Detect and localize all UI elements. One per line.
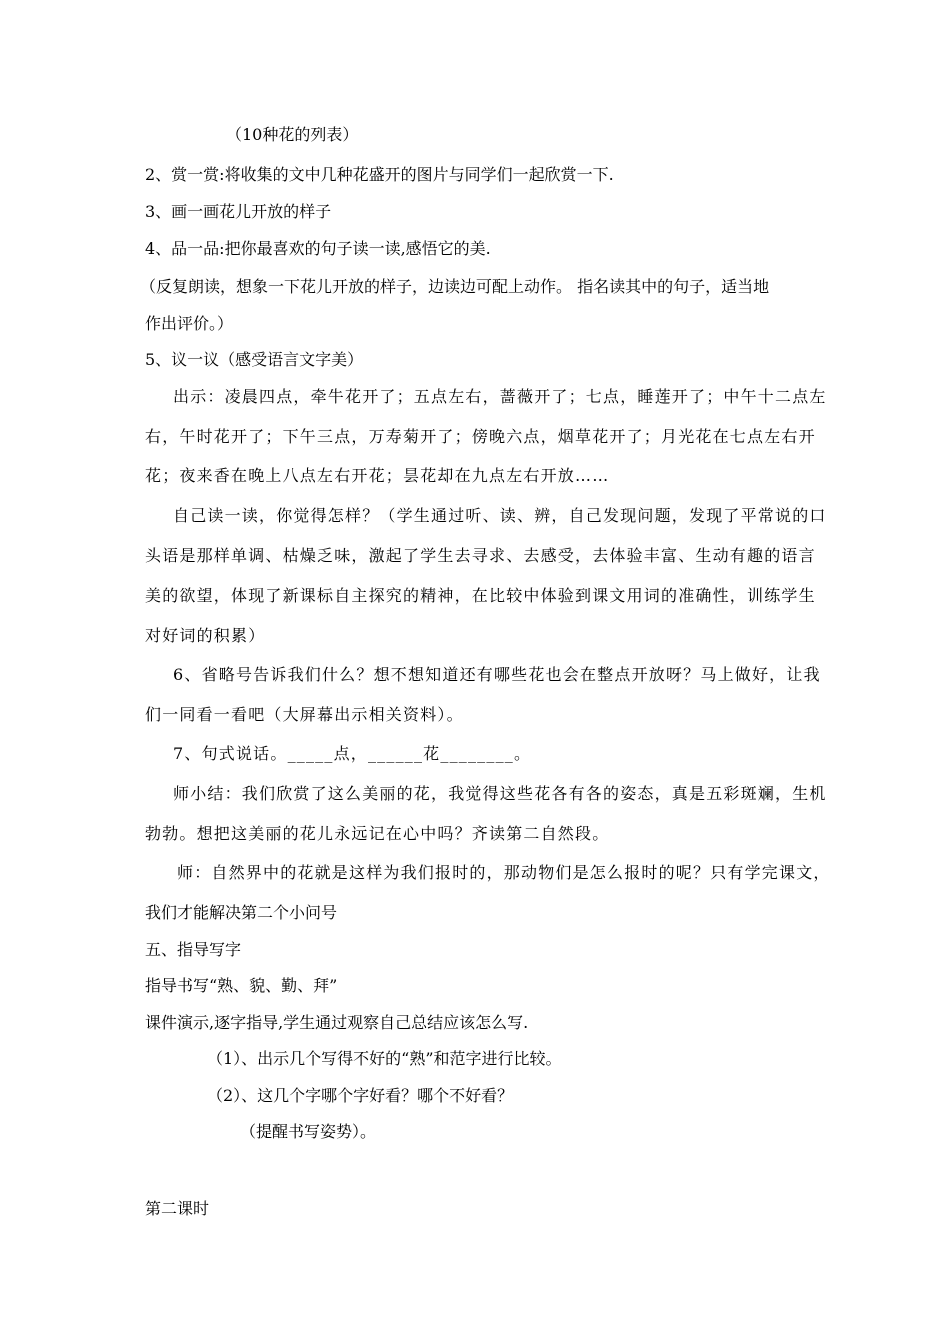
read-para-line2: 头语是那样单调、枯燥乏味，激起了学生去寻求、去感受，去体验丰富、生动有趣的语言 — [145, 546, 816, 565]
flower-list-note: （10种花的列表） — [226, 125, 359, 144]
step-2-appreciate: 2、赏一赏:将收集的文中几种花盛开的图片与同学们一起欣赏一下. — [145, 165, 614, 184]
step-6-line2: 们一同看一看吧（大屏幕出示相关资料）。 — [145, 705, 464, 724]
step-4-read: 4、品一品:把你最喜欢的句子读一读,感悟它的美. — [145, 239, 491, 258]
teacher-note-line1: 师：自然界中的花就是这样为我们报时的，那动物们是怎么报时的呢？只有学完课文， — [177, 863, 831, 882]
show-text-line3: 花；夜来香在晚上八点左右开花；昙花却在九点左右开放…… — [145, 466, 610, 485]
show-text-line2: 右，午时花开了；下午三点，万寿菊开了；傍晚六点，烟草花开了；月光花在七点左右开 — [145, 427, 816, 446]
section-5-heading: 五、指导写字 — [145, 940, 242, 959]
read-para-line1: 自己读一读，你觉得怎样？（学生通过听、读、辨，自己发现问题，发现了平常说的口 — [173, 506, 827, 525]
substep-1: （1）、出示几个写得不好的“熟”和范字进行比较。 — [207, 1049, 562, 1068]
writing-guidance: 指导书写“熟、貌、勤、拜” — [145, 976, 338, 995]
teacher-summary-line1: 师小结：我们欣赏了这么美丽的花，我觉得这些花各有各的姿态，真是五彩斑斓，生机 — [173, 784, 827, 803]
step-6-line1: 6、省略号告诉我们什么？想不想知道还有哪些花也会在整点开放呀？马上做好，让我 — [173, 665, 821, 684]
read-para-line3: 美的欲望，体现了新课标自主探究的精神，在比较中体验到课文用词的准确性，训练学生 — [145, 586, 816, 605]
step-7-sentence: 7、句式说话。_____点，______花________。 — [173, 744, 532, 763]
read-para-line4: 对好词的积累） — [145, 626, 266, 645]
courseware-demo: 课件演示,逐字指导,学生通过观察自己总结应该怎么写. — [145, 1013, 529, 1032]
teacher-summary-line2: 勃勃。想把这美丽的花儿永远记在心中吗？齐读第二自然段。 — [145, 824, 610, 843]
step-4-note-line2: 作出评价。） — [145, 314, 234, 333]
step-4-note-line1: （反复朗读，想象一下花儿开放的样子，边读边可配上动作。 指名读其中的句子，适当地 — [140, 277, 770, 296]
step-3-draw: 3、画一画花儿开放的样子 — [145, 202, 332, 221]
second-lesson-heading: 第二课时 — [145, 1199, 210, 1218]
teacher-note-line2: 我们才能解决第二个小问号 — [145, 903, 338, 922]
step-5-discuss: 5、议一议（感受语言文字美） — [145, 350, 364, 369]
substep-2: （2）、这几个字哪个字好看？哪个不好看？ — [207, 1086, 514, 1105]
show-text-line1: 出示：凌晨四点，牵牛花开了；五点左右，蔷薇开了；七点，睡莲开了；中午十二点左 — [173, 387, 827, 406]
posture-reminder: （提醒书写姿势）。 — [240, 1122, 377, 1141]
